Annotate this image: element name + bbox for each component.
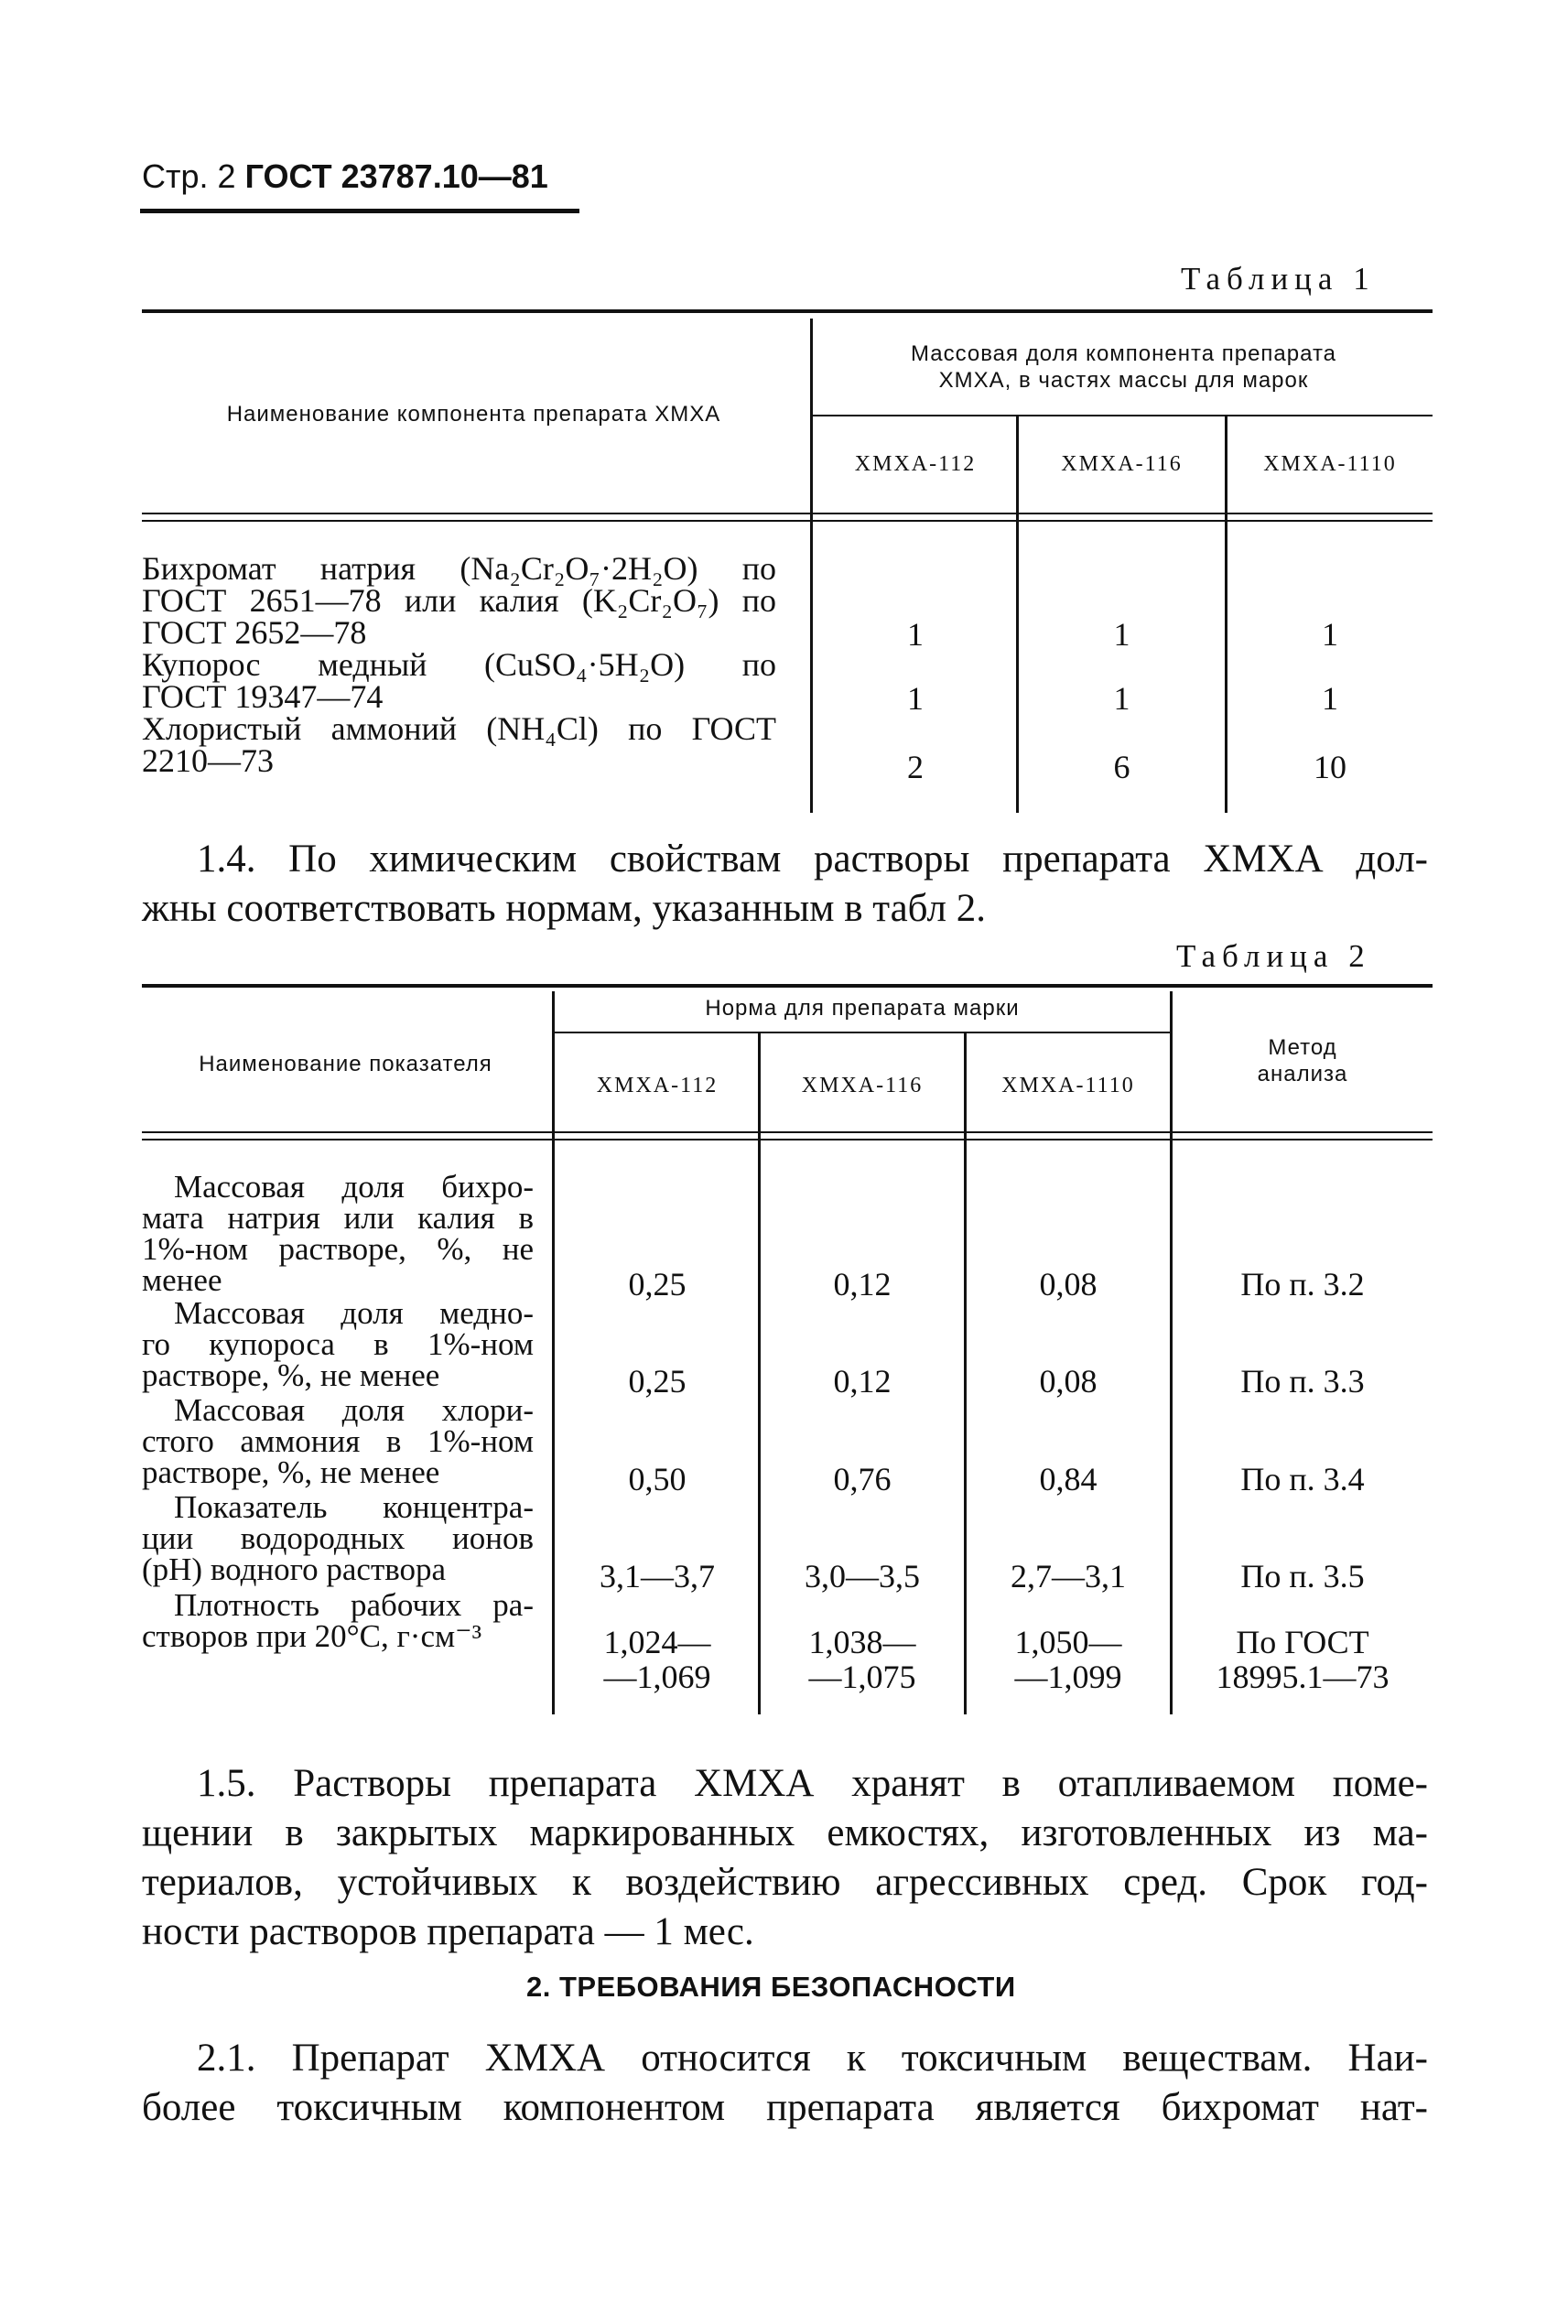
table2-caption: Таблица 2 <box>1176 938 1371 974</box>
table-row <box>142 1587 534 1654</box>
indicator-name-line: Массовая доля хлори- <box>174 1392 534 1428</box>
component-name-line: ГОСТ 2651—78 или калия (K₂Cr₂O₇) по <box>142 582 776 619</box>
indicator-name-line: растворе, %, не менее <box>142 1454 440 1490</box>
table2-header-rule-2 <box>142 1139 1433 1140</box>
table1-name-header: Наименование компонента препарата ХМХА <box>226 402 721 427</box>
paragraph-2-1 <box>142 2034 1428 2133</box>
table1-col-divider-1 <box>810 319 813 813</box>
indicator-name-line: стого аммония в 1%-ном <box>142 1423 534 1459</box>
table2-method: По п. 3.4 <box>1240 1461 1365 1497</box>
table2-value: 0,76 <box>833 1461 892 1497</box>
table2-method-line: По ГОСТ <box>1236 1624 1369 1660</box>
table1-value: 1 <box>907 616 924 653</box>
table1-group-header <box>815 340 1433 394</box>
table2-value: 0,50 <box>628 1461 687 1497</box>
table2-col-divider-4 <box>1170 991 1173 1714</box>
table2-mark-1110: ХМХА-1110 <box>1001 1074 1135 1097</box>
table2-method <box>1173 1625 1433 1694</box>
table1-mark-112: ХМХА-112 <box>854 452 977 476</box>
paragraph-line: 2.1. Препарат ХМХА относится к токсичным веществам. Наи- <box>197 2037 1428 2080</box>
indicator-name-line: Показатель концентра- <box>174 1489 534 1525</box>
component-name-line: ГОСТ 19347—74 <box>142 678 384 715</box>
table2-name-header: Наименование показателя <box>199 1052 492 1076</box>
table-row <box>142 1295 534 1393</box>
paragraph-line: 1.5. Растворы препарата ХМХА хранят в отапливаемом поме- <box>197 1762 1428 1805</box>
indicator-name-line: створов при 20°С, г·см⁻³ <box>142 1618 482 1654</box>
table1-value: 10 <box>1314 749 1346 785</box>
table2-value: 3,1—3,7 <box>600 1558 715 1594</box>
table1-caption: Таблица 1 <box>1181 261 1376 297</box>
indicator-name-line: Массовая доля медно- <box>174 1295 534 1331</box>
paragraph-line: щении в закрытых маркированных емкостях, изготовленных из ма- <box>142 1811 1428 1854</box>
paragraph-line: териалов, устойчивых к воздействию агрессивных сред. Срок год- <box>142 1861 1428 1904</box>
table2-group-header: Норма для препарата марки <box>705 996 1020 1021</box>
table2-method-header <box>1173 1034 1433 1087</box>
table2-value: 0,08 <box>1039 1363 1098 1400</box>
table-row <box>142 1169 534 1298</box>
table2-value: 2,7—3,1 <box>1011 1558 1126 1594</box>
table2-value: 0,84 <box>1039 1461 1098 1497</box>
table2-method-line: 18995.1—73 <box>1216 1659 1390 1695</box>
table2-value: 0,25 <box>628 1363 687 1400</box>
table2-col-divider-1 <box>552 991 555 1714</box>
table1-header-rule-1 <box>142 513 1433 514</box>
table-row <box>142 550 776 651</box>
component-name-line: Хлористый аммоний (NH₄Cl) по ГОСТ <box>142 710 776 747</box>
table2-header-rule-1 <box>142 1131 1433 1133</box>
table2-value: 3,0—3,5 <box>805 1558 920 1594</box>
table1-value: 1 <box>1113 616 1130 653</box>
table1-top-rule <box>142 309 1433 313</box>
page-number: Стр. 2 <box>142 157 236 195</box>
indicator-name-line: менее <box>142 1262 222 1298</box>
table-row <box>142 710 776 779</box>
table2-value: 1,024— —1,069 <box>603 1624 711 1695</box>
table2-value: 1,050— —1,099 <box>1014 1624 1122 1695</box>
component-name-line: Бихромат натрия (Na₂Cr₂O₇·2H₂O) по <box>142 550 776 587</box>
table2-value: 0,12 <box>833 1363 892 1400</box>
standard-number: ГОСТ 23787.10—81 <box>244 157 548 195</box>
indicator-name-line: 1%-ном растворе, %, не <box>142 1231 534 1267</box>
table1-group-header-line1: Массовая доля компонента препарата <box>910 341 1337 366</box>
paragraph-line: жны соответствовать нормам, указанным в табл 2. <box>142 887 986 930</box>
indicator-name-line: ции водородных ионов <box>142 1520 534 1556</box>
table-row <box>142 1489 534 1587</box>
table2-value: 1,038— —1,075 <box>808 1624 916 1695</box>
table2-subheader-rule <box>554 1032 1170 1033</box>
table2-mark-116: ХМХА-116 <box>801 1074 924 1097</box>
paragraph-1-5 <box>142 1759 1428 1957</box>
table1-mark-1110: ХМХА-1110 <box>1263 452 1397 476</box>
table-row <box>142 1392 534 1490</box>
paragraph-line: более токсичным компонентом препарата является бихромат нат- <box>142 2086 1428 2129</box>
table2-method-header-line1: Метод <box>1268 1035 1337 1060</box>
table2-value: 0,08 <box>1039 1266 1098 1303</box>
indicator-name-line: мата натрия или калия в <box>142 1200 534 1236</box>
table2-mark-112: ХМХА-112 <box>596 1074 719 1097</box>
paragraph-line: ности растворов препарата — 1 мес. <box>142 1910 754 1953</box>
table1-value: 2 <box>907 749 924 785</box>
indicator-name-line: Массовая доля бихро- <box>174 1169 534 1205</box>
table1-value: 1 <box>907 680 924 717</box>
indicator-name-line: растворе, %, не менее <box>142 1357 440 1393</box>
page-header <box>142 157 548 196</box>
table1-group-header-line2: ХМХА, в частях массы для марок <box>938 368 1309 393</box>
table1-subheader-rule <box>812 415 1433 416</box>
table2-top-rule <box>142 984 1433 988</box>
table2-value: 0,25 <box>628 1266 687 1303</box>
table2-method: По п. 3.2 <box>1240 1266 1365 1303</box>
component-name-line: ГОСТ 2652—78 <box>142 614 367 651</box>
table1-value: 1 <box>1113 680 1130 717</box>
table-row <box>142 646 776 715</box>
component-name-line: 2210—73 <box>142 742 274 779</box>
table2-method: По п. 3.3 <box>1240 1363 1365 1400</box>
header-rule <box>140 209 579 213</box>
table1-value: 1 <box>1322 680 1338 717</box>
table1-mark-116: ХМХА-116 <box>1061 452 1183 476</box>
paragraph-line: 1.4. По химическим свойствам растворы препарата ХМХА дол- <box>197 838 1428 881</box>
table2-value: 0,12 <box>833 1266 892 1303</box>
table1-header-rule-2 <box>142 520 1433 522</box>
table1-value: 6 <box>1113 749 1130 785</box>
table2-method-header-line2: анализа <box>1257 1062 1348 1086</box>
paragraph-1-4 <box>142 835 1428 934</box>
indicator-name-line: го купороса в 1%-ном <box>142 1326 534 1362</box>
component-name-line: Купорос медный (CuSO₄·5H₂O) по <box>142 646 776 683</box>
table1-value: 1 <box>1322 616 1338 653</box>
indicator-name-line: (pH) водного раствора <box>142 1551 447 1587</box>
section-title: 2. ТРЕБОВАНИЯ БЕЗОПАСНОСТИ <box>526 1971 1016 2003</box>
table2-method: По п. 3.5 <box>1240 1558 1365 1594</box>
indicator-name-line: Плотность рабочих ра- <box>174 1587 534 1623</box>
